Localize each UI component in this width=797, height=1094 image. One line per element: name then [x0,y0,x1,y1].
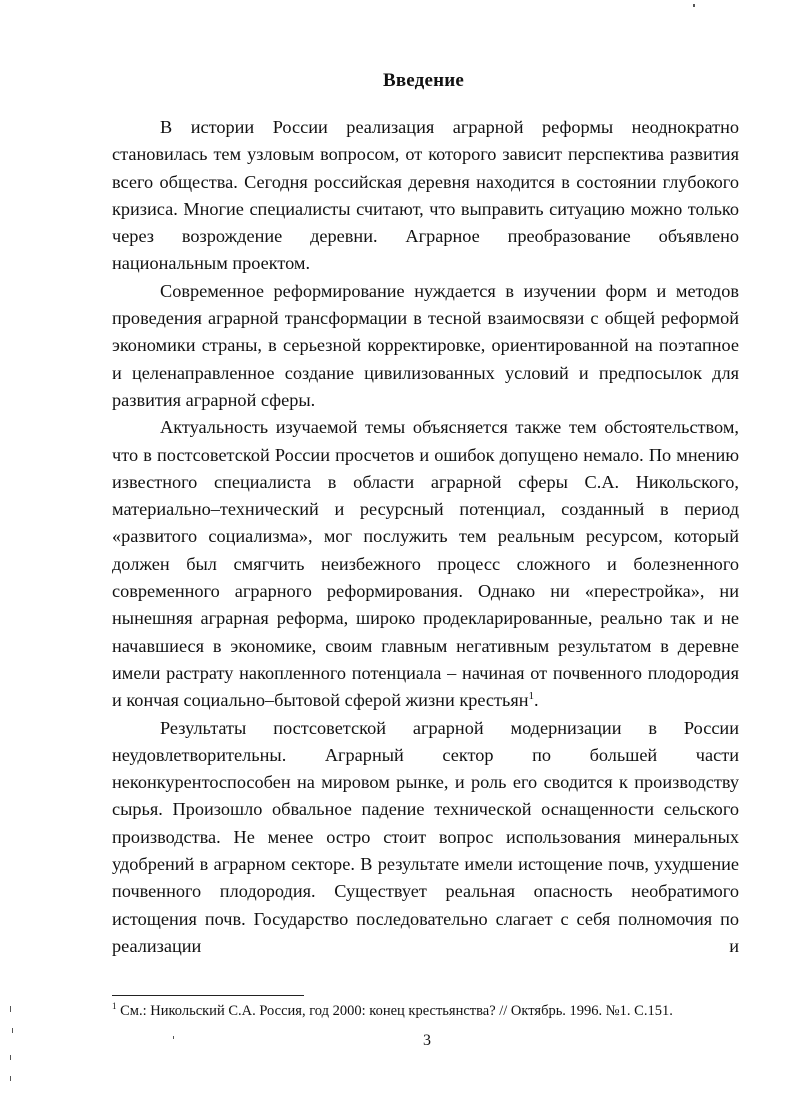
page-title: Введение [382,70,465,91]
scan-artifact [10,1055,11,1060]
scan-artifact [693,4,695,7]
paragraph-4: Результаты постсоветской аграрной модернизации в России неудовлетворительны. Аграрный сектор по большей части неконкурентоспособен на мировом рынке, и роль его сводится к производству сырья. Произошло обвальное падение технической оснащенности сельского производства. Не менее остро стоит вопрос использования минеральных удобрений в аграрном секторе. В результате имели истощение почв, ухудшение почвенного плодородия. Существует реальная опасность необратимого истощения почв. Государство последовательно слагает с себя полномочия по реализации и [112,717,739,956]
paragraph-3 [112,414,739,714]
scan-artifact [10,1076,11,1081]
paragraph-1: В истории России реализация аграрной реформы неоднократно становилась тем узловым вопросом, от которого зависит перспектива развития всего общества. Сегодня российская деревня находится в состоянии глубокого кризиса. Многие специалисты считают, что выправить ситуацию можно только через возрождение деревни. Аграрное преобразование объявлено национальным проектом. [112,117,739,274]
footnote [112,1002,752,1020]
footnote-reference[interactable]: 1 [528,690,535,703]
scan-artifact [12,1028,13,1033]
footnote-divider [112,995,304,996]
scan-artifact [10,1006,11,1012]
scan-artifact [173,1036,174,1039]
paragraph-3-end: . [534,690,539,711]
footnote-text: См.: Никольский С.А. Россия, год 2000: конец крестьянства? // Октябрь. 1996. №1. С.151. [116,1003,673,1019]
paragraph-2: Современное реформирование нуждается в изучении форм и методов проведения аграрной трансформации в тесной взаимосвязи с общей реформой экономики страны, в серьезной корректировке, ориентированной на поэтапное и целенаправленное создание цивилизованных условий и предпосылок для развития аграрной сферы. [112,280,739,410]
page-number: 3 [423,1032,431,1049]
body-text [112,114,739,960]
paragraph-3-text: Актуальность изучаемой темы объясняется также тем обстоятельством, что в постсоветской России просчетов и ошибок допущено немало. По мнению известного специалиста в области аграрной сферы С.А. Никольского, материально–технический и ресурсный потенциал, созданный в период «развитого социализма», мог послужить тем реальным ресурсом, который должен был смягчить неизбежного процесс сложного и болезненного современного аграрного реформирования. Однако ни «перестройка», ни нынешняя аграрная реформа, широко продекларированные, реально так и не начавшиеся в экономике, своим главным негативным результатом в деревне имели растрату накопленного потенциала – начиная от почвенного плодородия и кончая социально–бытовой сферой жизни крестьян [112,417,739,711]
footnote-marker: 1 [112,1001,117,1012]
